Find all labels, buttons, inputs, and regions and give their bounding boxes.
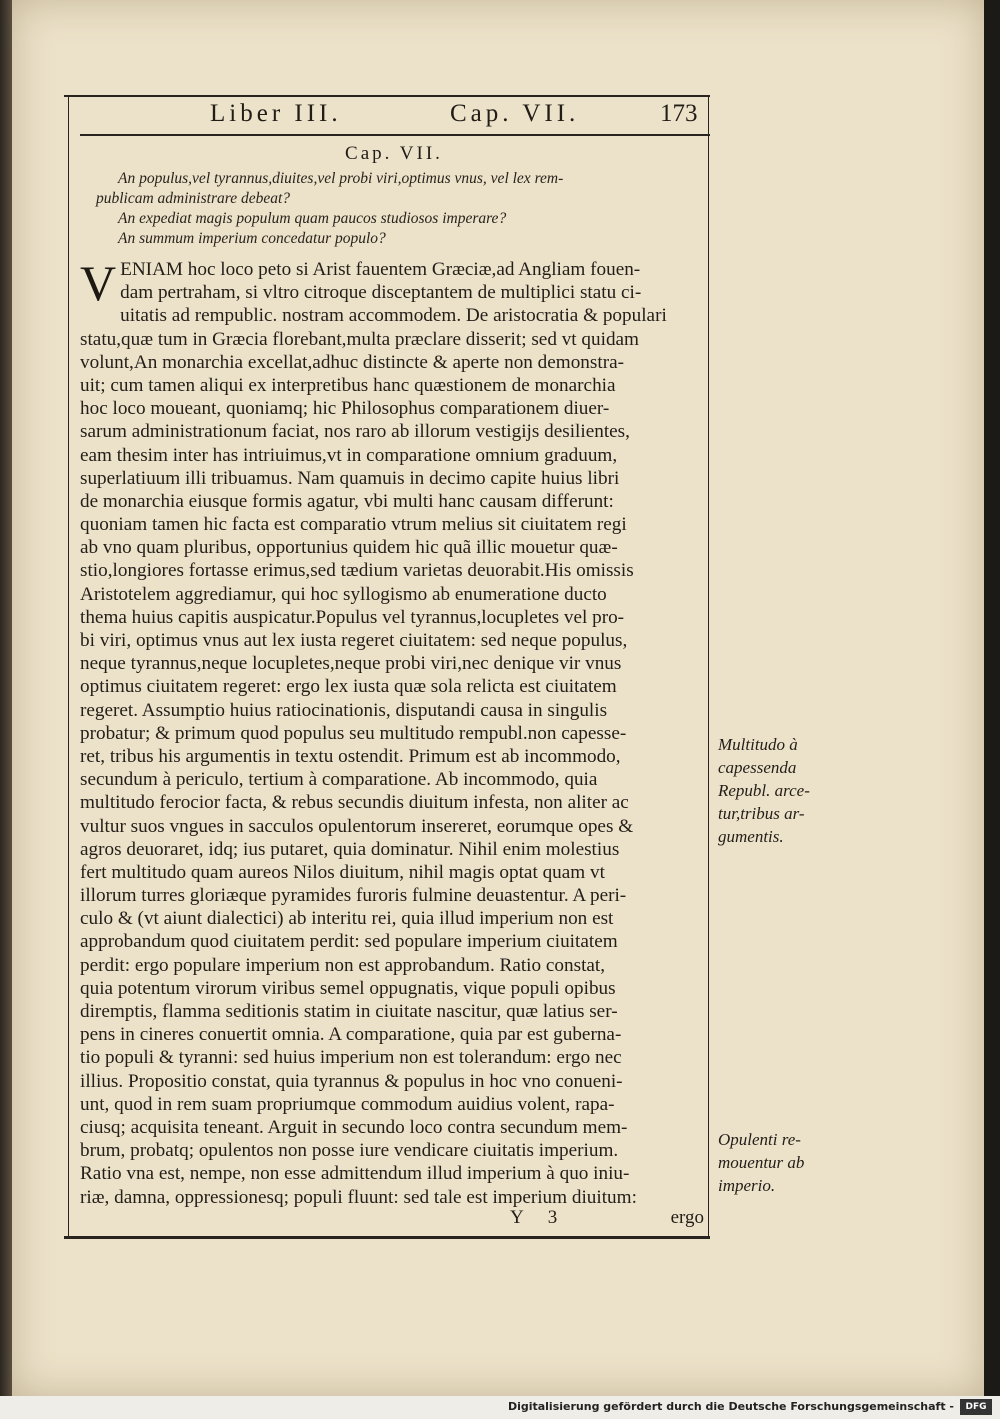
body-text [80, 255, 700, 1209]
body-line: illorum turres gloriæque pyramides furoris fulmine deuastentur. A peri- [80, 885, 627, 907]
margin-note-line: Multitudo à [718, 735, 798, 754]
margin-note-line: tur,tribus ar- [718, 804, 805, 823]
body-line: quia potentum virorum viribus semel oppugnatis, vique populi opibus [80, 977, 616, 999]
margin-note-line: Opulenti re- [718, 1130, 801, 1149]
catchwords-line [80, 1207, 704, 1231]
body-line: approbandum quod ciuitatem perdit: sed populare imperium ciuitatem [80, 931, 618, 953]
body-line: dam pertraham, si vltro citroque disceptantem de multiplici statu ci- [120, 282, 642, 304]
body-line: fert multitudo quam aureos Nilos diuitum, nihil magis optat quam vt [80, 861, 605, 883]
body-line: bi viri, optimus vnus aut lex iusta regeret ciuitatem: sed neque populus, [80, 630, 628, 651]
body-line: Ratio vna est, nempe, non esse admittendum illud imperium à quo iniu- [80, 1163, 630, 1185]
margin-note-line: capessenda [718, 758, 797, 777]
top-rule [64, 95, 710, 97]
bottom-rule [64, 1236, 710, 1239]
chapter-summary [96, 169, 708, 249]
body-line: ret, tribus his argumentis in textu ostendit. Primum est ab incommodo, [80, 745, 621, 767]
running-head-chapter: Cap. VII. [450, 100, 580, 127]
left-rule [68, 95, 69, 1237]
body-line: stio,longiores fortasse erimus,sed tædium varietas deuorabit.His omissis [80, 560, 634, 582]
body-line: multitudo ferocior facta, & rebus secundis diuitum infesta, non aliter ac [80, 792, 629, 814]
signature-mark: Y 3 [510, 1207, 568, 1228]
body-line: regeret. Assumptio huius ratiocinationis, disputandi causa in singulis [80, 699, 608, 721]
body-line: agros deuoraret, idq; ius putaret, quia dominatur. Nihil enim molestius [80, 838, 620, 860]
body-line: ENIAM hoc loco peto si Arist fauentem Græciæ,ad Angliam fouen- [120, 259, 641, 280]
body-line: uitatis ad rempublic. nostram accommodem. De aristocratia & populari [120, 305, 667, 327]
chapter-title: Cap. VII. [345, 143, 443, 164]
summary-line: An summum imperium concedatur populo? [118, 230, 386, 247]
body-line: ab vno quam pluribus, opportunius quidem hic quã illic mouetur quæ- [80, 537, 618, 559]
page-number: 173 [660, 100, 698, 127]
body-line: optimus ciuitatem regeret: ergo lex iusta quæ sola relicta est ciuitatem [80, 676, 617, 698]
body-line: neque tyrannus,neque locupletes,neque probi viri,nec denique vir vnus [80, 653, 622, 675]
body-lines [80, 255, 700, 1209]
dfg-logo: DFG [960, 1399, 992, 1415]
margin-note-line: gumentis. [718, 827, 784, 846]
margin-note-opulenti [718, 1128, 848, 1197]
body-line: sarum administrationum faciat, nos raro ab illorum vestigijs desilientes, [80, 421, 630, 443]
body-line: perdit: ergo populare imperium non est approbandum. Ratio constat, [80, 954, 606, 976]
page-edge [0, 0, 12, 1396]
body-line: Aristotelem aggrediamur, qui hoc syllogismo ab enumeratione ducto [80, 583, 607, 605]
body-line: thema huius capitis auspicatur.Populus vel tyrannus,locupletes vel pro- [80, 606, 625, 628]
body-line: riæ, damna, oppressionesq; populi fluunt: sed tale est imperium diuitum: [80, 1186, 637, 1208]
body-line: unt, quod in rem suam propriumque commodum auidius volent, rapa- [80, 1093, 615, 1115]
body-line: illius. Propositio constat, quia tyrannus & populus in hoc vno conueni- [80, 1070, 623, 1092]
body-line: tio populi & tyranni: sed huius imperium non est tolerandum: ergo nec [80, 1047, 622, 1069]
body-line: quoniam tamen hic facta est comparatio vtrum melius sit ciuitatem regi [80, 514, 627, 536]
margin-note-multitudo [718, 733, 848, 848]
body-line: statu,quæ tum in Græcia florebant,multa præclare disserit; sed vt quidam [80, 328, 639, 350]
body-line: volunt,An monarchia excellat,adhuc distincte & aperte non demonstra- [80, 351, 624, 373]
body-line: culo & (vt aiunt dialectici) ab interitu rei, quia illud imperium non est [80, 908, 614, 930]
summary-line: An expediat magis populum quam paucos studiosos imperare? [118, 210, 507, 227]
body-line: hoc loco moueant, quoniamq; hic Philosophus comparationem diuer- [80, 398, 610, 420]
summary-line: An populus,vel tyrannus,diuites,vel probi viri,optimus vnus, vel lex rem- [118, 170, 564, 187]
body-line: uit; cum tamen aliqui ex interpretibus hanc quæstionem de monarchia [80, 374, 616, 396]
margin-note-line: imperio. [718, 1176, 776, 1195]
catchword: ergo [670, 1207, 704, 1228]
header-rule [80, 134, 710, 136]
body-line: ciusq; acquisita teneant. Arguit in secundo loco contra secundum mem- [80, 1116, 628, 1138]
body-line: superlatiuum illi tribuamus. Nam quamuis in decimo capite huius libri [80, 467, 620, 489]
margin-note-line: mouentur ab [718, 1153, 805, 1172]
body-line: de monarchia eiusque formis agatur, vbi multi hanc causam differunt: [80, 490, 614, 512]
funding-credit: Digitalisierung gefördert durch die Deutsche Forschungsgemeinschaft - [507, 1400, 954, 1413]
body-line: probatur; & primum quod populus seu multitudo rempubl.non capesse- [80, 722, 627, 744]
body-line: diremptis, flamma seditionis statim in ciuitate nascitur, quæ latius ser- [80, 1001, 618, 1022]
margin-note-line: Republ. arce- [718, 781, 810, 800]
body-line: pens in cineres conuertit omnia. A comparatione, quia par est guberna- [80, 1024, 622, 1046]
body-line: eam thesim inter has intriuimus,vt in comparatione omnium graduum, [80, 444, 618, 466]
footer-bar [0, 1396, 1000, 1419]
drop-capital: V [80, 255, 117, 311]
summary-line: publicam administrare debeat? [96, 190, 291, 207]
running-head [80, 100, 708, 130]
body-line: secundum à periculo, tertium à comparatione. Ab incommodo, quia [80, 769, 598, 791]
right-rule [708, 95, 709, 1237]
body-line: vultur suos vngues in sacculos opulentorum insereret, eorumque opes & [80, 815, 634, 837]
body-line: brum, probatq; opulentos non posse iure vendicare ciuitatis imperium. [80, 1140, 619, 1162]
running-head-book: Liber III. [210, 100, 342, 127]
